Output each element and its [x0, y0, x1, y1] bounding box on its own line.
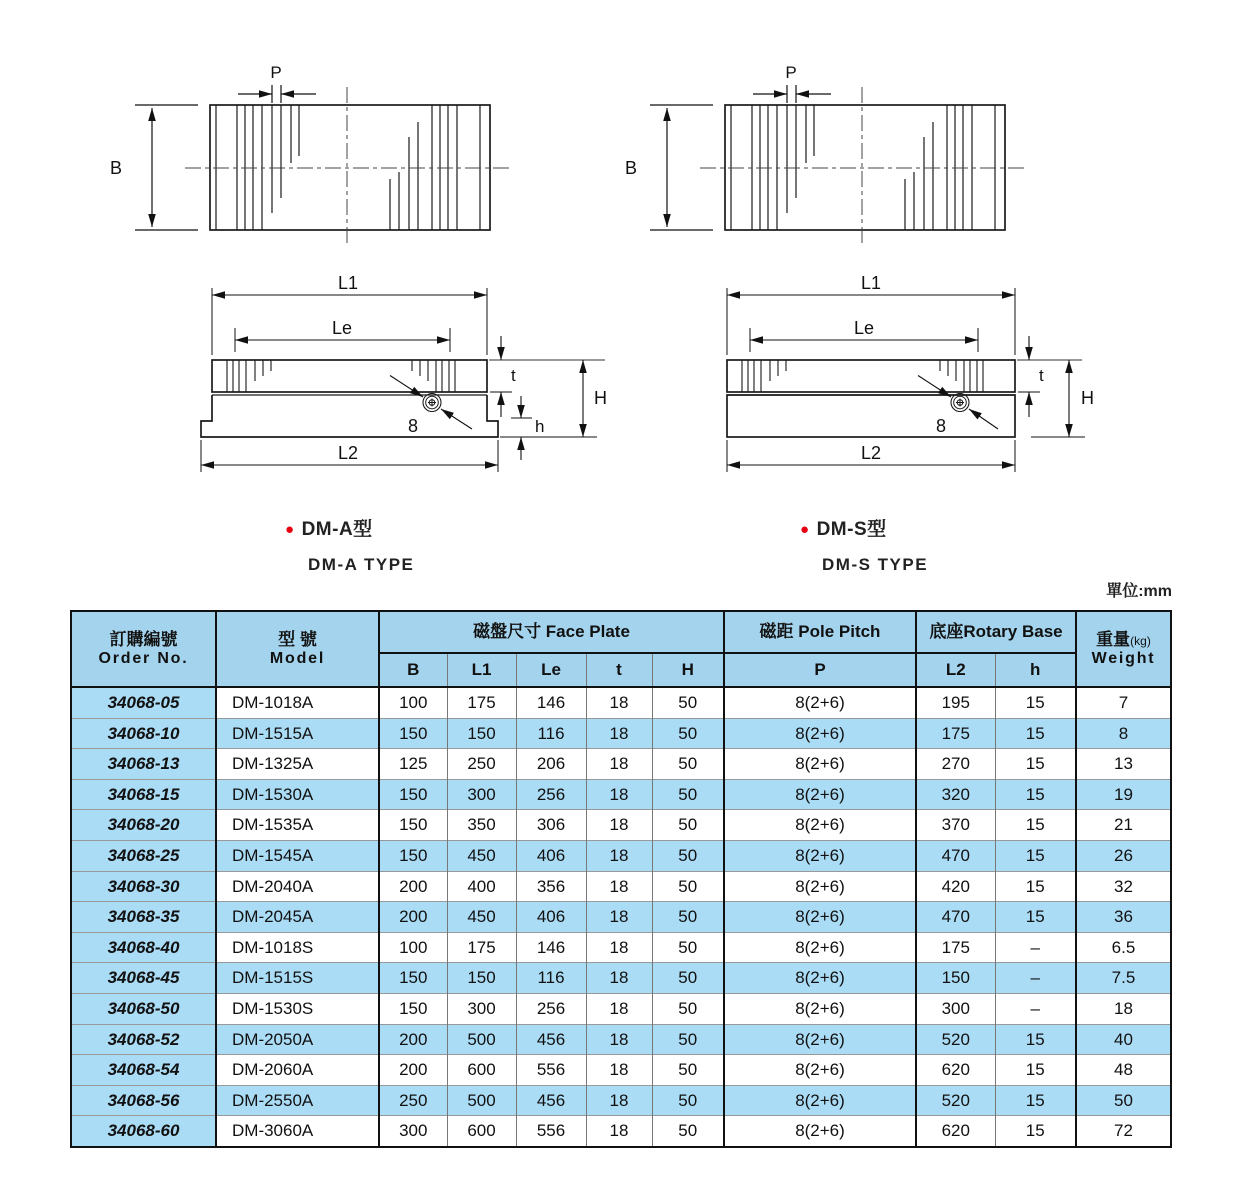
- model-cell: DM-2040A: [216, 871, 379, 902]
- model-cell: DM-2045A: [216, 902, 379, 933]
- side-view-body: [201, 360, 498, 437]
- dim-label-b: B: [625, 158, 638, 178]
- value-cell: 15: [995, 1085, 1076, 1116]
- value-cell: 100: [379, 932, 447, 963]
- value-cell: 146: [516, 932, 586, 963]
- value-cell: 7: [1076, 687, 1171, 718]
- value-cell: 456: [516, 1024, 586, 1055]
- value-cell: 50: [652, 749, 724, 780]
- value-cell: 18: [586, 1055, 652, 1086]
- table-row: [71, 871, 1171, 902]
- value-cell: 300: [447, 779, 516, 810]
- value-cell: 116: [516, 963, 586, 994]
- value-cell: 150: [379, 810, 447, 841]
- value-cell: 15: [995, 810, 1076, 841]
- value-cell: 18: [586, 687, 652, 718]
- value-cell: 320: [916, 779, 995, 810]
- p-dimension: [238, 85, 316, 103]
- value-cell: 8(2+6): [724, 779, 916, 810]
- value-cell: 100: [379, 687, 447, 718]
- table-row: [71, 779, 1171, 810]
- value-cell: 600: [447, 1116, 516, 1147]
- value-cell: 116: [516, 718, 586, 749]
- dim-label-p: P: [785, 63, 797, 82]
- header-col-l1: L1: [447, 653, 516, 687]
- value-cell: 50: [652, 840, 724, 871]
- value-cell: –: [995, 963, 1076, 994]
- value-cell: 26: [1076, 840, 1171, 871]
- value-cell: 300: [379, 1116, 447, 1147]
- value-cell: 18: [586, 1085, 652, 1116]
- value-cell: 470: [916, 902, 995, 933]
- value-cell: 8(2+6): [724, 718, 916, 749]
- value-cell: 18: [586, 902, 652, 933]
- value-cell: 450: [447, 840, 516, 871]
- value-cell: 370: [916, 810, 995, 841]
- value-cell: 18: [586, 932, 652, 963]
- order-no-cell: 34068-60: [71, 1116, 216, 1147]
- value-cell: 150: [379, 840, 447, 871]
- value-cell: 150: [379, 779, 447, 810]
- header-model-zh: 型 號: [278, 630, 317, 650]
- model-cell: DM-1545A: [216, 840, 379, 871]
- dm-s-name: DM-S型: [816, 519, 887, 540]
- value-cell: 50: [1076, 1085, 1171, 1116]
- model-cell: DM-1325A: [216, 749, 379, 780]
- dm-a-name: DM-A型: [301, 519, 373, 540]
- order-no-cell: 34068-30: [71, 871, 216, 902]
- table-row: [71, 810, 1171, 841]
- value-cell: 40: [1076, 1024, 1171, 1055]
- dim-label-t: t: [511, 366, 516, 385]
- order-no-cell: 34068-35: [71, 902, 216, 933]
- order-no-cell: 34068-52: [71, 1024, 216, 1055]
- header-col-le: Le: [516, 653, 586, 687]
- t-dimension: [490, 336, 512, 417]
- value-cell: 18: [586, 810, 652, 841]
- value-cell: 8(2+6): [724, 840, 916, 871]
- value-cell: 406: [516, 840, 586, 871]
- header-weight-zh: 重量: [1096, 630, 1131, 650]
- value-cell: 470: [916, 840, 995, 871]
- dim-label-H: H: [594, 388, 607, 408]
- side-view-body: [727, 360, 1015, 437]
- value-cell: 8(2+6): [724, 993, 916, 1024]
- value-cell: 50: [652, 1085, 724, 1116]
- dim-label-H: H: [1081, 388, 1094, 408]
- value-cell: 18: [586, 871, 652, 902]
- value-cell: 520: [916, 1024, 995, 1055]
- table-row: [71, 993, 1171, 1024]
- header-col-l2: L2: [916, 653, 995, 687]
- h-dimension: [511, 396, 532, 460]
- value-cell: 8(2+6): [724, 1055, 916, 1086]
- value-cell: 8(2+6): [724, 1116, 916, 1147]
- model-cell: DM-1515S: [216, 963, 379, 994]
- value-cell: 18: [586, 963, 652, 994]
- order-no-cell: 34068-45: [71, 963, 216, 994]
- value-cell: 306: [516, 810, 586, 841]
- dim-label-b: B: [110, 158, 123, 178]
- value-cell: 50: [652, 1055, 724, 1086]
- header-weight-en: Weight: [1091, 649, 1156, 667]
- value-cell: 420: [916, 871, 995, 902]
- value-cell: 50: [652, 963, 724, 994]
- value-cell: 50: [652, 718, 724, 749]
- dim-label-l1: L1: [337, 273, 359, 293]
- header-weight: [1076, 611, 1171, 687]
- value-cell: 8(2+6): [724, 902, 916, 933]
- spec-table: [70, 610, 1172, 1148]
- header-col-hb: h: [995, 653, 1076, 687]
- value-cell: 15: [995, 1116, 1076, 1147]
- value-cell: 600: [447, 1055, 516, 1086]
- table-row: [71, 1116, 1171, 1147]
- value-cell: 146: [516, 687, 586, 718]
- value-cell: 450: [447, 902, 516, 933]
- header-rotary-base: 底座Rotary Base: [916, 611, 1076, 653]
- value-cell: 18: [586, 779, 652, 810]
- header-col-t: t: [586, 653, 652, 687]
- value-cell: 150: [379, 993, 447, 1024]
- value-cell: 195: [916, 687, 995, 718]
- value-cell: 15: [995, 687, 1076, 718]
- value-cell: 620: [916, 1116, 995, 1147]
- value-cell: 50: [652, 779, 724, 810]
- centerlines: [185, 87, 512, 247]
- value-cell: 8(2+6): [724, 687, 916, 718]
- header-model: [216, 611, 379, 687]
- value-cell: 270: [916, 749, 995, 780]
- table-row: [71, 749, 1171, 780]
- value-cell: 206: [516, 749, 586, 780]
- value-cell: 18: [586, 1024, 652, 1055]
- table-row: [71, 718, 1171, 749]
- value-cell: 500: [447, 1085, 516, 1116]
- value-cell: 50: [652, 1116, 724, 1147]
- value-cell: 18: [586, 1116, 652, 1147]
- value-cell: 50: [652, 993, 724, 1024]
- header-face-plate: 磁盤尺寸 Face Plate: [379, 611, 724, 653]
- order-no-cell: 34068-13: [71, 749, 216, 780]
- value-cell: 15: [995, 749, 1076, 780]
- value-cell: 556: [516, 1116, 586, 1147]
- order-no-cell: 34068-05: [71, 687, 216, 718]
- value-cell: 50: [652, 932, 724, 963]
- value-cell: 8(2+6): [724, 1024, 916, 1055]
- table-row: [71, 840, 1171, 871]
- header-pole-pitch: 磁距 Pole Pitch: [724, 611, 916, 653]
- dm-s-drawing: [595, 40, 1155, 515]
- dim-label-angle: 8: [408, 416, 419, 436]
- order-no-cell: 34068-15: [71, 779, 216, 810]
- p-dimension: [753, 85, 831, 103]
- value-cell: 18: [586, 749, 652, 780]
- value-cell: 175: [447, 687, 516, 718]
- value-cell: 8(2+6): [724, 871, 916, 902]
- dim-label-le: Le: [853, 318, 875, 338]
- value-cell: 8(2+6): [724, 810, 916, 841]
- value-cell: 175: [916, 718, 995, 749]
- value-cell: 18: [586, 993, 652, 1024]
- order-no-cell: 34068-54: [71, 1055, 216, 1086]
- order-no-cell: 34068-20: [71, 810, 216, 841]
- spec-table-body: [71, 687, 1171, 1147]
- value-cell: 200: [379, 1024, 447, 1055]
- order-no-cell: 34068-50: [71, 993, 216, 1024]
- value-cell: 125: [379, 749, 447, 780]
- value-cell: 8: [1076, 718, 1171, 749]
- value-cell: 15: [995, 1055, 1076, 1086]
- model-cell: DM-1530A: [216, 779, 379, 810]
- value-cell: 620: [916, 1055, 995, 1086]
- value-cell: 200: [379, 902, 447, 933]
- value-cell: 556: [516, 1055, 586, 1086]
- model-cell: DM-1018S: [216, 932, 379, 963]
- dim-label-h: h: [535, 417, 545, 436]
- value-cell: 400: [447, 871, 516, 902]
- value-cell: 48: [1076, 1055, 1171, 1086]
- value-cell: 256: [516, 779, 586, 810]
- model-cell: DM-1515A: [216, 718, 379, 749]
- value-cell: 8(2+6): [724, 932, 916, 963]
- red-bullet-icon: ●: [800, 521, 810, 538]
- table-row: [71, 1055, 1171, 1086]
- header-order-no: [71, 611, 216, 687]
- red-bullet-icon: ●: [285, 521, 295, 538]
- dm-a-type-label: DM-A TYPE: [308, 555, 415, 574]
- table-row: [71, 963, 1171, 994]
- model-cell: DM-3060A: [216, 1116, 379, 1147]
- value-cell: 50: [652, 871, 724, 902]
- value-cell: 175: [916, 932, 995, 963]
- value-cell: 18: [1076, 993, 1171, 1024]
- dim-label-l1: L1: [860, 273, 882, 293]
- order-no-cell: 34068-56: [71, 1085, 216, 1116]
- dm-s-caption: [800, 514, 887, 541]
- header-model-en: Model: [269, 649, 326, 667]
- value-cell: 256: [516, 993, 586, 1024]
- value-cell: 7.5: [1076, 963, 1171, 994]
- model-cell: DM-1535A: [216, 810, 379, 841]
- value-cell: 50: [652, 687, 724, 718]
- header-order-en: Order No.: [98, 649, 189, 667]
- value-cell: 250: [379, 1085, 447, 1116]
- value-cell: 50: [652, 1024, 724, 1055]
- value-cell: 250: [447, 749, 516, 780]
- dm-s-type-label: DM-S TYPE: [822, 555, 929, 574]
- model-cell: DM-2550A: [216, 1085, 379, 1116]
- value-cell: 72: [1076, 1116, 1171, 1147]
- centerlines: [700, 87, 1027, 247]
- table-row: [71, 932, 1171, 963]
- value-cell: 18: [586, 718, 652, 749]
- value-cell: 300: [447, 993, 516, 1024]
- value-cell: 150: [379, 718, 447, 749]
- value-cell: 200: [379, 1055, 447, 1086]
- model-cell: DM-2060A: [216, 1055, 379, 1086]
- header-order-zh: 訂購編號: [109, 630, 178, 650]
- value-cell: 150: [379, 963, 447, 994]
- value-cell: 15: [995, 779, 1076, 810]
- value-cell: 6.5: [1076, 932, 1171, 963]
- dim-label-p: P: [270, 63, 282, 82]
- value-cell: 350: [447, 810, 516, 841]
- value-cell: 520: [916, 1085, 995, 1116]
- model-cell: DM-1530S: [216, 993, 379, 1024]
- value-cell: 200: [379, 871, 447, 902]
- unit-note: 單位:mm: [1106, 583, 1172, 600]
- value-cell: 500: [447, 1024, 516, 1055]
- value-cell: 406: [516, 902, 586, 933]
- table-row: [71, 687, 1171, 718]
- value-cell: 8(2+6): [724, 749, 916, 780]
- value-cell: 8(2+6): [724, 963, 916, 994]
- dim-label-t: t: [1039, 366, 1044, 385]
- dim-label-le: Le: [331, 318, 353, 338]
- value-cell: 32: [1076, 871, 1171, 902]
- order-no-cell: 34068-25: [71, 840, 216, 871]
- header-col-b: B: [379, 653, 447, 687]
- header-col-h: H: [652, 653, 724, 687]
- model-cell: DM-1018A: [216, 687, 379, 718]
- value-cell: 150: [447, 718, 516, 749]
- value-cell: 21: [1076, 810, 1171, 841]
- value-cell: –: [995, 993, 1076, 1024]
- dim-label-l2: L2: [860, 443, 882, 463]
- value-cell: 18: [586, 840, 652, 871]
- value-cell: 50: [652, 810, 724, 841]
- value-cell: 15: [995, 902, 1076, 933]
- value-cell: 15: [995, 871, 1076, 902]
- dim-label-l2: L2: [337, 443, 359, 463]
- value-cell: 300: [916, 993, 995, 1024]
- value-cell: 19: [1076, 779, 1171, 810]
- value-cell: 150: [447, 963, 516, 994]
- value-cell: 175: [447, 932, 516, 963]
- value-cell: 456: [516, 1085, 586, 1116]
- value-cell: 36: [1076, 902, 1171, 933]
- header-weight-unit: (kg): [1130, 634, 1151, 649]
- order-no-cell: 34068-10: [71, 718, 216, 749]
- order-no-cell: 34068-40: [71, 932, 216, 963]
- value-cell: 15: [995, 1024, 1076, 1055]
- dm-a-drawing: [80, 40, 620, 515]
- table-row: [71, 902, 1171, 933]
- value-cell: 15: [995, 718, 1076, 749]
- dm-a-caption: [285, 514, 373, 541]
- dim-label-angle: 8: [936, 416, 947, 436]
- table-row: [71, 1085, 1171, 1116]
- value-cell: –: [995, 932, 1076, 963]
- value-cell: 15: [995, 840, 1076, 871]
- model-cell: DM-2050A: [216, 1024, 379, 1055]
- value-cell: 13: [1076, 749, 1171, 780]
- table-row: [71, 1024, 1171, 1055]
- value-cell: 356: [516, 871, 586, 902]
- value-cell: 8(2+6): [724, 1085, 916, 1116]
- table-header: [71, 611, 1171, 687]
- value-cell: 150: [916, 963, 995, 994]
- header-col-p: P: [724, 653, 916, 687]
- t-dimension: [1018, 336, 1040, 417]
- value-cell: 50: [652, 902, 724, 933]
